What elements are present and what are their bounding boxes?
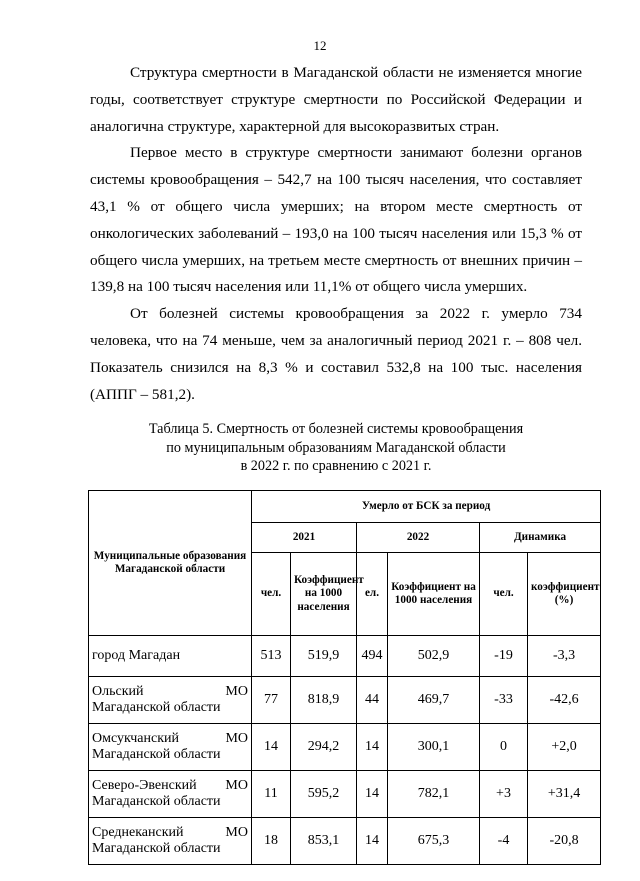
header-municipal: Муниципальные образования Магаданской области: [89, 491, 252, 636]
table-row: [89, 724, 601, 771]
cell-coef-dynamics: -20,8: [528, 818, 601, 865]
table-row: [89, 677, 601, 724]
page-number: 12: [313, 38, 327, 53]
cell-coef-2022: 469,7: [388, 677, 480, 724]
cell-coef-2021: 595,2: [291, 771, 357, 818]
caption-line-1: Таблица 5. Смертность от болезней системы кровообращения: [148, 421, 524, 437]
header-persons-dynamics: чел.: [480, 553, 528, 636]
row-name-line-2: Магаданской области: [92, 700, 221, 715]
caption-line-2: по муниципальным образованиям Магаданской области: [166, 439, 506, 456]
cell-persons-2022: 14: [357, 771, 388, 818]
cell-coef-2021: 519,9: [291, 636, 357, 677]
row-name-line: город Магадан: [92, 648, 181, 663]
row-name-line-2: Магаданской области: [92, 841, 221, 856]
cell-persons-2022: 494: [357, 636, 388, 677]
row-name-line-2: Магаданской области: [92, 794, 221, 809]
cell-coef-dynamics: -42,6: [528, 677, 601, 724]
cell-coef-2021: 818,9: [291, 677, 357, 724]
header-row-1: [89, 491, 601, 523]
cell-persons-2021: 11: [252, 771, 291, 818]
cell-persons-dynamics: -33: [480, 677, 528, 724]
cell-persons-2021: 513: [252, 636, 291, 677]
header-died-group: Умерло от БСК за период: [252, 491, 601, 523]
cell-persons-2021: 77: [252, 677, 291, 724]
cell-coef-dynamics: +2,0: [528, 724, 601, 771]
header-coef-dynamics: коэффициент (%): [528, 553, 601, 636]
cell-persons-2022: 14: [357, 818, 388, 865]
row-name: [89, 636, 252, 677]
header-persons-2021: чел.: [252, 553, 291, 636]
header-persons-2022: ел.: [357, 553, 388, 636]
cell-persons-2022: 14: [357, 724, 388, 771]
header-coef-2022: Коэффициент на 1000 населения: [388, 553, 480, 636]
cell-persons-2021: 14: [252, 724, 291, 771]
row-name-line: Омсукчанский МО: [92, 731, 248, 746]
paragraph-structure: Структура смертности в Магаданской области не изменяется многие годы, соответствует структуре смертности по Российской Федерации и аналогична структуре, характерной для высокоразвитых стран.: [90, 64, 582, 135]
cell-coef-2022: 782,1: [388, 771, 480, 818]
cell-coef-2021: 853,1: [291, 818, 357, 865]
row-name-line-2: Магаданской области: [92, 747, 221, 762]
cell-persons-dynamics: -4: [480, 818, 528, 865]
table-row: [89, 636, 601, 677]
row-name: [89, 818, 252, 865]
header-year-2021: 2021: [252, 523, 357, 553]
header-coef-2021: Коэффициент на 1000 населения: [291, 553, 357, 636]
header-year-2022: 2022: [357, 523, 480, 553]
row-name: [89, 677, 252, 724]
cell-persons-2022: 44: [357, 677, 388, 724]
row-name: [89, 724, 252, 771]
cell-coef-2022: 300,1: [388, 724, 480, 771]
cell-coef-dynamics: -3,3: [528, 636, 601, 677]
cell-persons-2021: 18: [252, 818, 291, 865]
cell-coef-dynamics: +31,4: [528, 771, 601, 818]
row-name-line: Ольский МО: [92, 684, 248, 699]
row-name-line: Северо-Эвенский МО: [92, 778, 248, 793]
paragraph-circulatory: От болезней системы кровообращения за 2022 г. умерло 734 человека, что на 74 меньше, чем за аналогичный период 2021 г. – 808 чел. Показатель снизился на 8,3 % и составил 532,8 на 100 тыс. населения (АППГ – 581,2).: [90, 305, 582, 403]
cell-coef-2021: 294,2: [291, 724, 357, 771]
table-row: [89, 771, 601, 818]
cell-persons-dynamics: 0: [480, 724, 528, 771]
row-name: [89, 771, 252, 818]
cell-persons-dynamics: +3: [480, 771, 528, 818]
cell-coef-2022: 675,3: [388, 818, 480, 865]
table-row: [89, 818, 601, 865]
row-name-line: Среднеканский МО: [92, 825, 248, 840]
caption-line-3: в 2022 г. по сравнению с 2021 г.: [240, 458, 432, 474]
paragraph-ranking: Первое место в структуре смертности занимают болезни органов системы кровообращения – 542,7 на 100 тысяч населения, что составляет 43,1 % от общего числа умерших; на втором месте смертность от онкологических заболеваний – 193,0 на 100 тысяч населения или 15,3 % от общего числа умерших, на третьем месте смертность от внешних причин – 139,8 на 100 тысяч населения или 11,1% от общего числа умерших.: [90, 144, 582, 296]
mortality-table: [88, 490, 601, 865]
table-caption: [90, 420, 582, 476]
cell-coef-2022: 502,9: [388, 636, 480, 677]
cell-persons-dynamics: -19: [480, 636, 528, 677]
body-text: [90, 60, 582, 408]
header-dynamics: Динамика: [480, 523, 601, 553]
